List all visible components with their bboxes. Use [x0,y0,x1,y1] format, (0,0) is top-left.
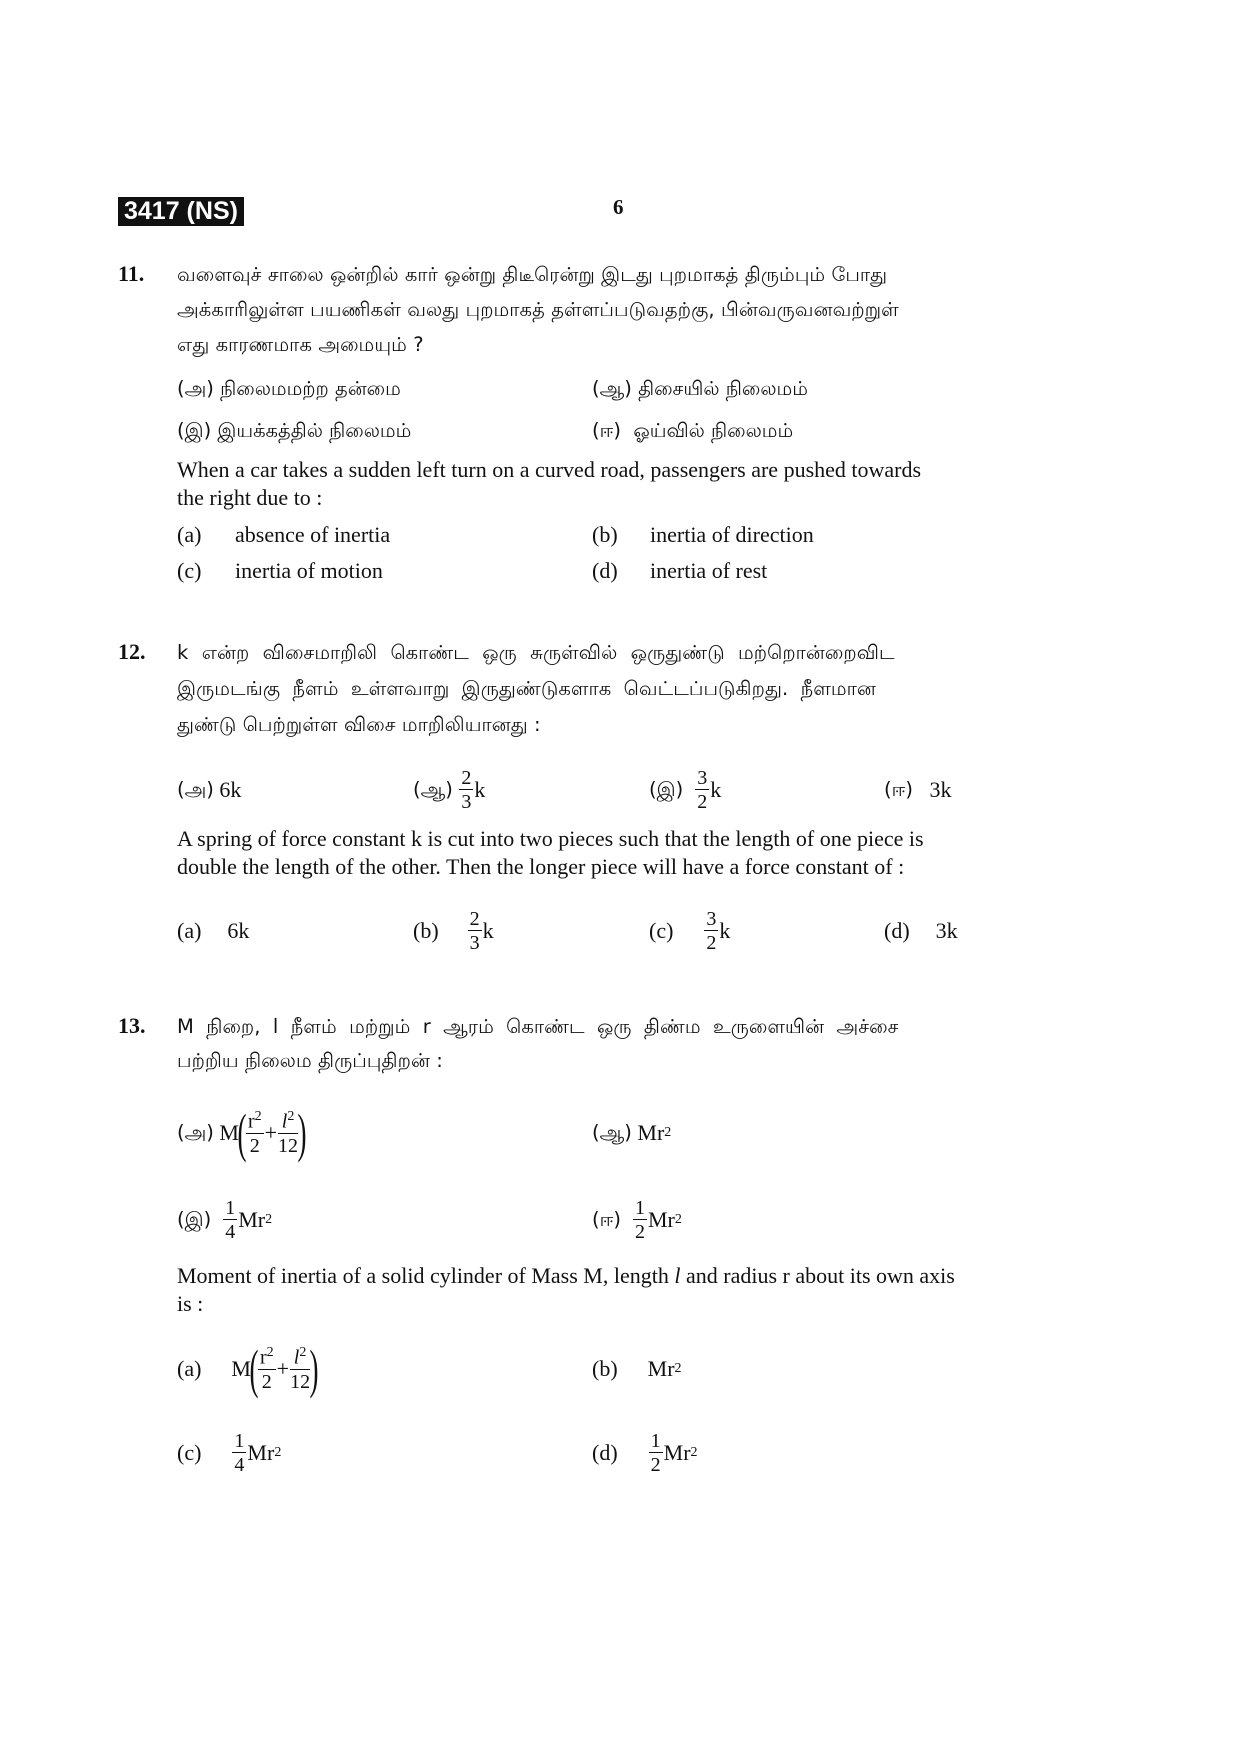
english-question-line: the right due to : [177,485,323,510]
english-question-line: When a car takes a sudden left turn on a curved road, passengers are pushed towards [177,457,922,482]
option-text: inertia of rest [650,558,768,583]
english-question-line: double the length of the other. Then the longer piece will have a force constant of : [177,854,905,879]
tamil-question-line: இருமடங்கு நீளம் உள்ளவாறு இருதுண்டுகளாக வெட்டப்படுகிறது. நீளமான [177,677,876,700]
option-text: absence of inertia [235,522,391,547]
option-label: (d) [592,558,618,583]
option-d: (d) $\frac{1}{2}$ Mr 2 [592,1430,698,1476]
option-b: (b) $\frac{2}{3}$ k [413,908,494,954]
question-number: 12. [118,639,146,664]
tamil-option: (இ) இயக்கத்தில் நிலைமம் [177,419,412,442]
paper-code-badge: 3417 (NS) [118,197,244,226]
tamil-option-c: (இ) $\frac{1}{4}$ Mr 2 [177,1197,273,1243]
tamil-option-b: (ஆ) $\frac{2}{3}$ k [413,767,486,813]
option-a: (a) 6k [177,918,250,943]
option-text: inertia of motion [235,558,383,583]
option-c: (c) $\frac{1}{4}$ Mr 2 [177,1430,282,1476]
tamil-question-line: வளைவுச் சாலை ஒன்றில் கார் ஒன்று திடீரென்று இடது புறமாகத் திரும்பும் போது [177,263,888,286]
option-label: (a) [177,522,202,547]
tamil-question-line: k என்ற விசைமாறிலி கொண்ட ஒரு சுருள்வில் ஒருதுண்டு மற்றொன்றைவிட [177,641,895,664]
option-d: (d) 3k [884,918,958,943]
tamil-option-c: (இ) $\frac{3}{2}$ k [649,767,722,813]
tamil-option: (அ) நிலைமமற்ற தன்மை [177,377,401,400]
option-label: (c) [177,558,202,583]
page-number: 6 [613,195,624,219]
tamil-option-d: (ஈ) $\frac{1}{2}$ Mr 2 [592,1197,682,1243]
tamil-question-line: எது காரணமாக அமையும் ? [177,333,424,356]
option-a: (a) M ( $\frac{r^2}{2}$ + $\frac{l^2}{12}$ ) [177,1339,319,1399]
tamil-option-d: (ஈ) 3k [884,777,952,802]
english-question-line: A spring of force constant k is cut into two pieces such that the length of one piece is [177,826,924,851]
tamil-question-line: துண்டு பெற்றுள்ள விசை மாறிலியானது : [177,713,541,736]
tamil-option: (ஆ) திசையில் நிலைமம் [592,377,808,400]
tamil-question-line: அக்காரிலுள்ள பயணிகள் வலது புறமாகத் தள்ளப்படுவதற்கு, பின்வருவனவற்றுள் [177,298,899,321]
option-text: inertia of direction [650,522,814,547]
tamil-option-b: (ஆ) Mr 2 [592,1120,672,1145]
tamil-question-line: M நிறை, l நீளம் மற்றும் r ஆரம் கொண்ட ஒரு திண்ம உருளையின் அச்சை [177,1015,899,1038]
tamil-question-line: பற்றிய நிலைம திருப்புதிறன் : [177,1049,443,1072]
question-number: 13. [118,1013,146,1038]
english-question-line: is : [177,1291,204,1316]
option-b: (b) Mr 2 [592,1356,682,1381]
option-c: (c) $\frac{3}{2}$ k [649,908,731,954]
option-label: (b) [592,522,618,547]
tamil-option: (ஈ) ஓய்வில் நிலைமம் [592,419,794,442]
question-number: 11. [118,261,145,286]
english-question-line: Moment of inertia of a solid cylinder of Mass M, length l and radius r about its own axis [177,1263,955,1288]
tamil-option-a: (அ) M ( $\frac{r^2}{2}$ + $\frac{l^2}{12}$ ) [177,1103,307,1163]
tamil-option-a: (அ) 6k [177,777,242,802]
